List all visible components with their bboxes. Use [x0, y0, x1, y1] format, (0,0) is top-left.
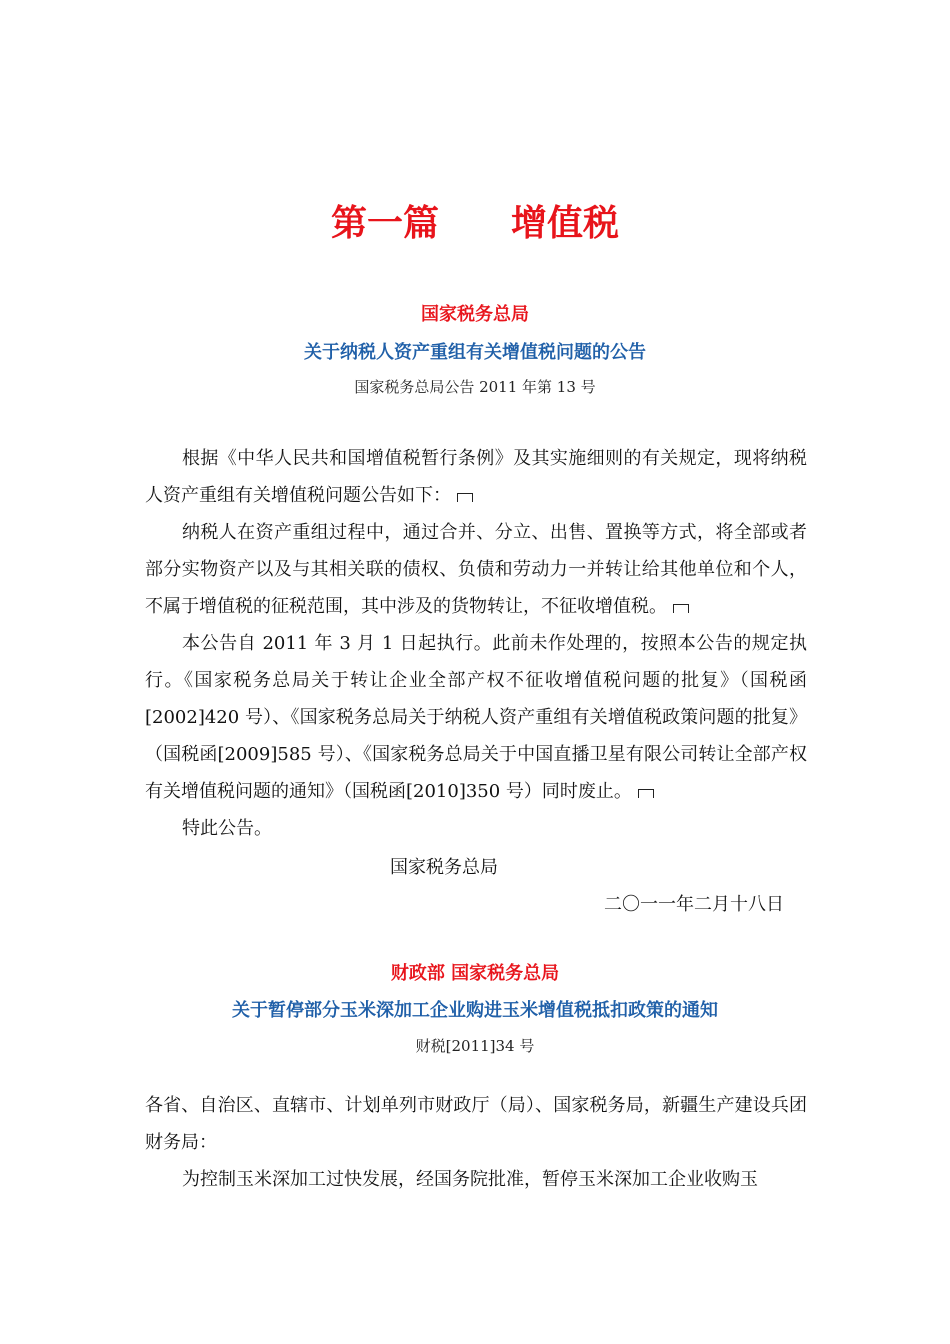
- doc1-title: 关于纳税人资产重组有关增值税问题的公告: [304, 342, 646, 363]
- doc1-paragraph-2: [145, 514, 807, 625]
- doc1-paragraph-1-text: 根据《中华人民共和国增值税暂行条例》及其实施细则的有关规定，现将纳税人资产重组有关增值税问题公告如下：: [145, 448, 807, 506]
- doc2-issuer: 财政部 国家税务总局: [390, 963, 560, 984]
- doc2-title: 关于暂停部分玉米深加工企业购进玉米增值税抵扣政策的通知: [232, 1000, 718, 1021]
- doc2-number: 财税[2011]34 号: [415, 1037, 535, 1055]
- doc1-paragraph-1: [145, 440, 807, 514]
- doc1-paragraph-4: 特此公告。: [182, 818, 272, 839]
- paragraph-mark-icon: [638, 789, 654, 798]
- doc1-date: 二〇一一年二月十八日: [604, 894, 784, 915]
- doc1-paragraph-3: [145, 625, 807, 810]
- paragraph-mark-icon: [673, 604, 689, 613]
- doc1-number: 国家税务总局公告 2011 年第 13 号: [354, 378, 596, 396]
- paragraph-mark-icon: [457, 493, 473, 502]
- doc1-issuer: 国家税务总局: [421, 304, 529, 325]
- doc1-paragraph-2-text: 纳税人在资产重组过程中，通过合并、分立、出售、置换等方式，将全部或者部分实物资产以及与其相关联的债权、负债和劳动力一并转让给其他单位和个人，不属于增值税的征税范围，其中涉及的货物转让，不征收增值税。: [145, 522, 807, 617]
- doc2-salutation: 各省、自治区、直辖市、计划单列市财政厅（局）、国家税务局，新疆生产建设兵团财务局：: [145, 1095, 807, 1153]
- doc1-paragraph-3-text: 本公告自 2011 年 3 月 1 日起执行。此前未作处理的，按照本公告的规定执行。《国家税务总局关于转让企业全部产权不征收增值税问题的批复》（国税函[2002]420 号）、《国家税务总局关于纳税人资产重组有关增值税政策问题的批复》（国税函[2009]585 号）、《国家税务总局关于中国直播卫星有限公司转让全部产权有关增值税问题的通知》（国税函[2010]350 号）同时废止。: [145, 633, 807, 802]
- doc2-paragraph-1: 为控制玉米深加工过快发展，经国务院批准，暂停玉米深加工企业收购玉: [182, 1169, 758, 1190]
- part-title: 第一篇 增值税: [330, 203, 619, 244]
- doc1-signature: 国家税务总局: [390, 857, 498, 878]
